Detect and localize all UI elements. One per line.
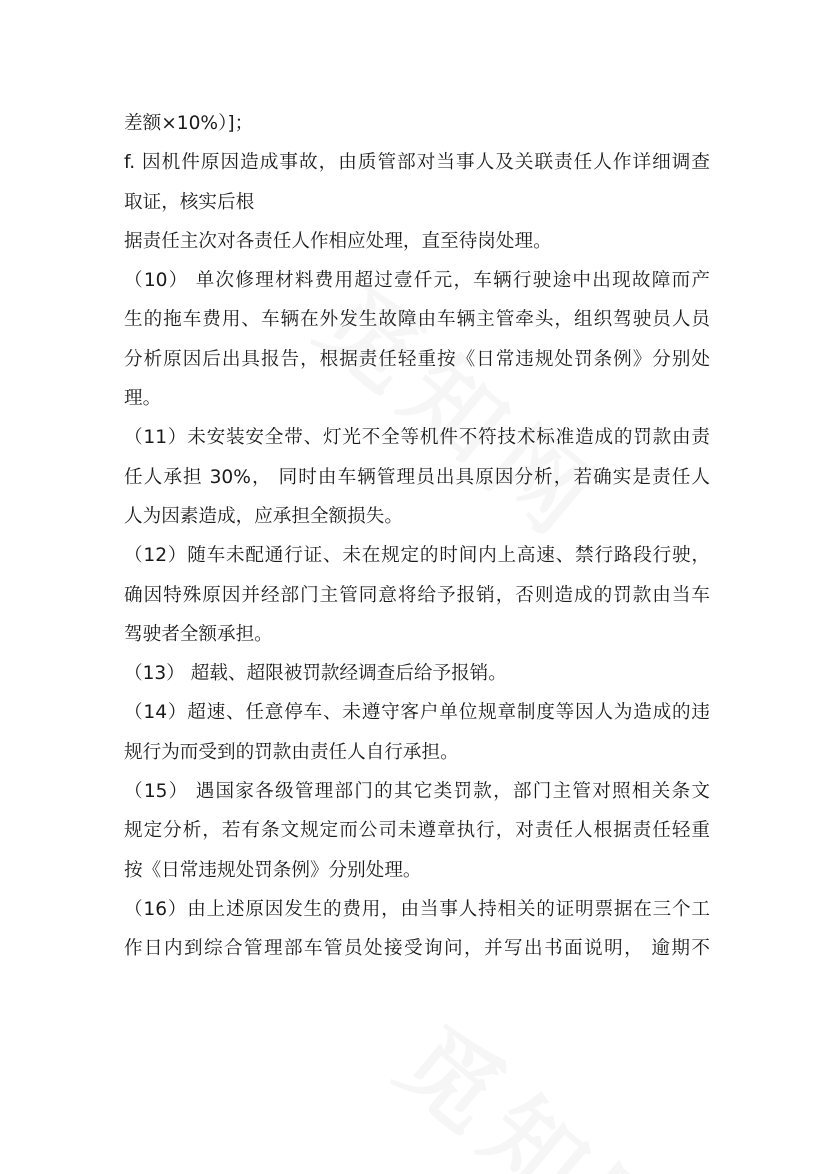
paragraph-14 <box>124 693 710 772</box>
paragraph-11 <box>124 418 710 536</box>
text-line: （16）由上述原因发生的费用，由当事人持相关的证明票据在三个工 <box>124 898 710 920</box>
text-line: 据责任主次对各责任人作相应处理，直至待岗处理。 <box>124 230 552 252</box>
text-line: 规行为而受到的罚款由责任人自行承担。 <box>124 741 459 763</box>
text-line: 取证，核实后根 <box>124 191 255 213</box>
paragraph-e-tail <box>124 104 710 143</box>
text-line: 任人承担 30%， 同时由车辆管理员出具原因分析，若确实是责任人 <box>124 466 710 488</box>
text-line: 规定分析，若有条文规定而公司未遵章执行，对责任人根据责任轻重 <box>124 820 710 842</box>
text-line: 差额×10%）]； <box>124 113 254 134</box>
text-line: （13） 超载、超限被罚款经调查后给予报销。 <box>124 663 507 685</box>
text-line: 按《日常违规处罚条例》分别处理。 <box>124 859 422 881</box>
text-line: 确因特殊原因并经部门主管同意将给予报销，否则造成的罚款由当车 <box>124 584 710 606</box>
text-line: （10） 单次修理材料费用超过壹仟元，车辆行驶途中出现故障而产 <box>124 270 710 292</box>
paragraph-12 <box>124 536 710 654</box>
document-body <box>124 104 710 969</box>
text-line: 人为因素造成，应承担全额损失。 <box>124 505 403 527</box>
paragraph-15 <box>124 772 710 890</box>
paragraph-f <box>124 143 710 261</box>
watermark-bottom <box>375 990 716 1174</box>
paragraph-16 <box>124 890 710 969</box>
paragraph-13 <box>124 654 710 693</box>
text-line: 生的拖车费用、车辆在外发生故障由车辆主管牵头，组织驾驶员人员 <box>124 309 710 331</box>
text-line: （12）随车未配通行证、未在规定的时间内上高速、禁行路段行驶， <box>124 545 710 567</box>
text-line: （14）超速、任意停车、未遵守客户单位规章制度等因人为造成的违 <box>124 702 710 724</box>
paragraph-10 <box>124 261 710 418</box>
text-line: 理。 <box>124 388 162 410</box>
text-line: f. 因机件原因造成事故，由质管部对当事人及关联责任人作详细调查 <box>124 152 710 174</box>
text-line: （11）未安装安全带、灯光不全等机件不符技术标准造成的罚款由责 <box>124 427 710 449</box>
text-line: 作日内到综合管理部车管员处接受询问，并写出书面说明， 逾期不 <box>124 938 710 960</box>
text-line: 驾驶者全额承担。 <box>124 623 273 645</box>
text-line: （15） 遇国家各级管理部门的其它类罚款，部门主管对照相关条文 <box>124 781 710 803</box>
text-line: 分析原因后出具报告，根据责任轻重按《日常违规处罚条例》分别处 <box>124 348 710 370</box>
